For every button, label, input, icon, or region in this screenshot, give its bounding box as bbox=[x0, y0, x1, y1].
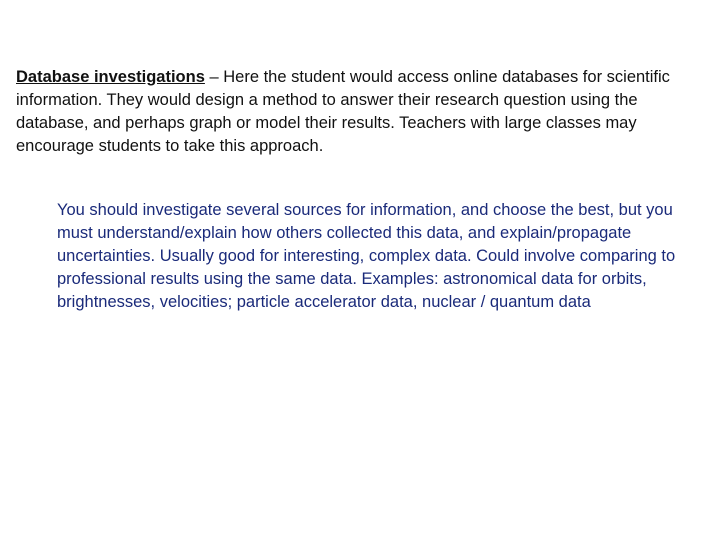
intro-heading: Database investigations bbox=[16, 68, 205, 86]
intro-paragraph bbox=[16, 66, 676, 158]
detail-paragraph: You should investigate several sources for information, and choose the best, but you must understand/explain how others collected this data, and explain/propagate uncertainties. Usually good for interesting, complex data. Could involve comparing to professional results using the same data. Examples: astronomical data for orbits, brightnesses, velocities; particle accelerator data, nuclear / quantum data bbox=[57, 201, 676, 311]
intro-text: – Here the student would access online databases for scientific information. They would design a method to answer their research question using the database, and perhaps graph or model their results. Teachers with large classes may encourage students to take this approach. bbox=[16, 68, 670, 155]
